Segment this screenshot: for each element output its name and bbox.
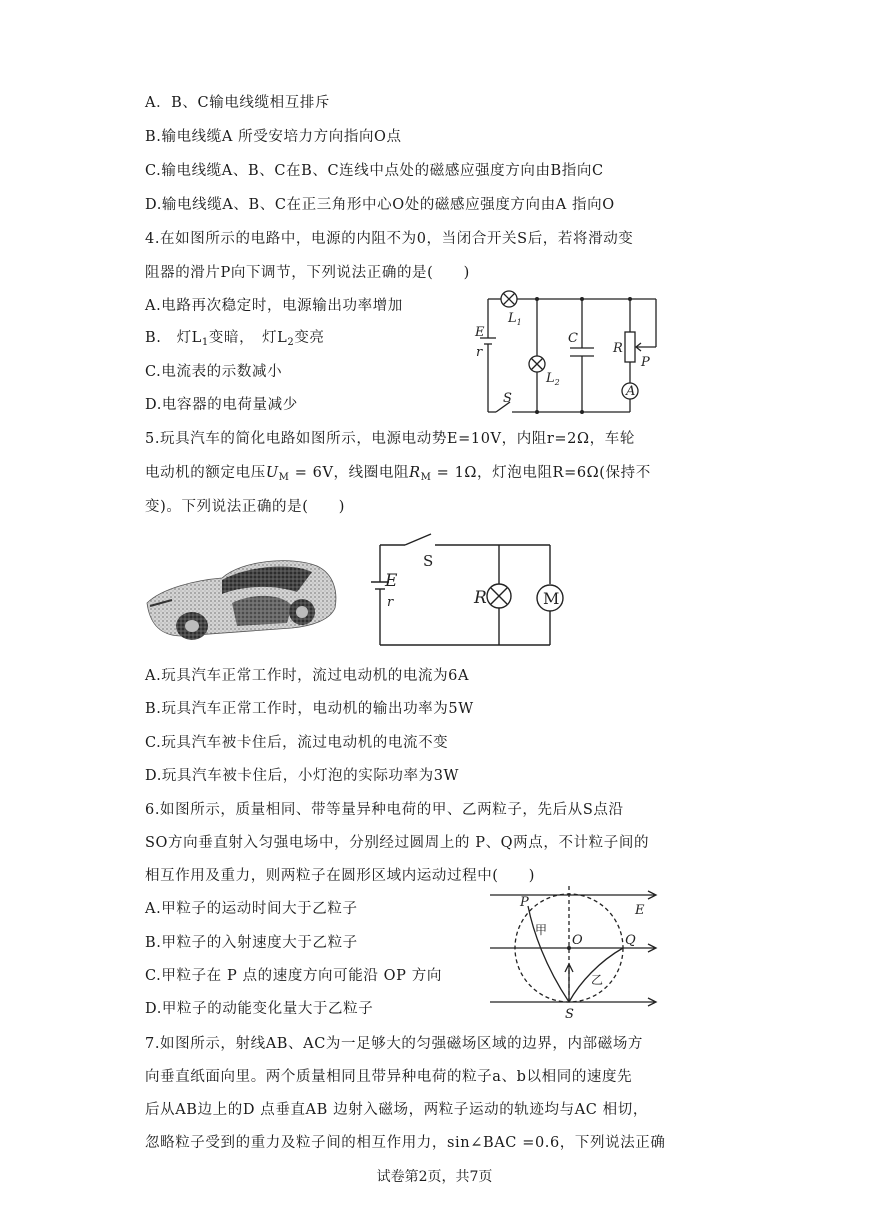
q6-stem-line2: SO方向垂直射入匀强电场中，分别经过圆周上的 P、Q两点，不计粒子间的 [145, 835, 650, 851]
fig6-label-Q: Q [625, 933, 636, 948]
fig6-label-E: E [635, 903, 645, 918]
q5-stem-line3: 变)。下列说法正确的是( ) [145, 499, 345, 515]
fig5-label-E: E [385, 571, 398, 591]
q4-option-d: D.电容器的电荷量减少 [145, 397, 298, 413]
q5-part-b: = 6V，线圈电阻 [289, 465, 410, 481]
q6-field-diagram [485, 886, 665, 1022]
q4b-sub-2: 2 [287, 337, 295, 348]
q5-part-a: 电动机的额定电压 [145, 465, 266, 481]
q5-option-a: A.玩具汽车正常工作时，流过电动机的电流为6A [145, 668, 470, 684]
fig6-label-jia: 甲 [535, 923, 548, 937]
q4b-part-c: 变暗， 灯L [208, 330, 288, 346]
fig4-label-E: E [475, 325, 485, 340]
q7-stem-line1: 7.如图所示，射线AB、AC为一足够大的匀强磁场区域的边界，内部磁场方 [145, 1036, 644, 1052]
q4-stem-line1: 4.在如图所示的电路中，电源的内阻不为0，当闭合开关S后，若将滑动变 [145, 231, 634, 247]
q4-option-c: C.电流表的示数减小 [145, 364, 283, 380]
toy-car-image [142, 548, 342, 648]
q4-circuit-diagram [470, 290, 665, 420]
q7-stem-line2: 向垂直纸面向里。两个质量相同且带异种电荷的粒子a、b以相同的速度先 [145, 1069, 633, 1085]
q5-circuit-diagram [365, 530, 575, 655]
fig4-label-P: P [641, 355, 650, 370]
fig5-label-R: R [474, 588, 487, 608]
q6-option-b: B.甲粒子的入射速度大于乙粒子 [145, 935, 358, 951]
fig6-label-yi: 乙 [591, 973, 604, 987]
fig6-label-P: P [520, 895, 529, 910]
q7-stem-line3: 后从AB边上的D 点垂直AB 边射入磁场，两粒子运动的轨迹均与AC 相切， [145, 1102, 648, 1118]
q4b-part-e: 变亮 [294, 330, 325, 346]
q4b-part-a: B. 灯L [145, 330, 202, 346]
fig6-label-O: O [572, 933, 583, 948]
q5-option-c: C.玩具汽车被卡住后，流过电动机的电流不变 [145, 735, 449, 751]
q5-r: R [409, 465, 421, 481]
fig4-label-L2: $L_2$ [546, 371, 560, 387]
fig5-label-r: r [387, 595, 394, 610]
q3-option-b: B.输电线缆A 所受安培力方向指向O点 [145, 129, 402, 145]
q6-option-c: C.甲粒子在 P 点的速度方向可能沿 OP 方向 [145, 968, 442, 984]
q4-stem-line2: 阻器的滑片P向下调节，下列说法正确的是( ) [145, 265, 470, 281]
q5-option-d: D.玩具汽车被卡住后，小灯泡的实际功率为3W [145, 768, 460, 784]
q5-u: U [265, 465, 279, 481]
q3-option-a: A．B、C输电线缆相互排斥 [145, 95, 331, 111]
fig4-label-C: C [568, 331, 578, 346]
q5-stem-line2 [145, 463, 651, 488]
fig4-label-R: R [613, 341, 623, 356]
q5-stem-line1: 5.玩具汽车的简化电路如图所示，电源电动势E=10V，内阻r=2Ω，车轮 [145, 431, 635, 447]
fig4-label-S: S [503, 391, 512, 406]
q6-option-d: D.甲粒子的动能变化量大于乙粒子 [145, 1001, 374, 1017]
q5-u-sub: M [278, 472, 290, 483]
q3-option-c: C.输电线缆A、B、C在B、C连线中点处的磁感应强度方向由B指向C [145, 163, 604, 179]
q3-option-d: D.输电线缆A、B、C在正三角形中心O处的磁感应强度方向由A 指向O [145, 197, 615, 213]
q6-stem-line1: 6.如图所示，质量相同、带等量异种电荷的甲、乙两粒子，先后从S点沿 [145, 802, 624, 818]
fig5-label-S: S [423, 552, 434, 570]
fig4-label-r: r [476, 345, 483, 360]
q4-option-a: A.电路再次稳定时，电源输出功率增加 [145, 298, 403, 314]
q5-option-b: B.玩具汽车正常工作时，电动机的输出功率为5W [145, 701, 474, 717]
page-footer: 试卷第2页，共7页 [376, 1169, 493, 1185]
fig4-ammeter-A: A [626, 384, 636, 399]
q4b-sub-1: 1 [201, 337, 209, 348]
q6-option-a: A.甲粒子的运动时间大于乙粒子 [145, 901, 358, 917]
q4-option-b [145, 328, 325, 353]
q6-stem-line3: 相互作用及重力，则两粒子在圆形区域内运动过程中( ) [145, 868, 536, 884]
fig6-label-S: S [565, 1007, 574, 1022]
q5-part-c: = 1Ω，灯泡电阻R=6Ω(保持不 [431, 465, 651, 481]
fig5-motor-M: M [543, 589, 560, 608]
q7-stem-line4: 忽略粒子受到的重力及粒子间的相互作用力，sin∠BAC =0.6，下列说法正确 [145, 1135, 666, 1151]
fig4-label-L1: $L_1$ [508, 311, 522, 327]
q5-r-sub: M [420, 472, 432, 483]
